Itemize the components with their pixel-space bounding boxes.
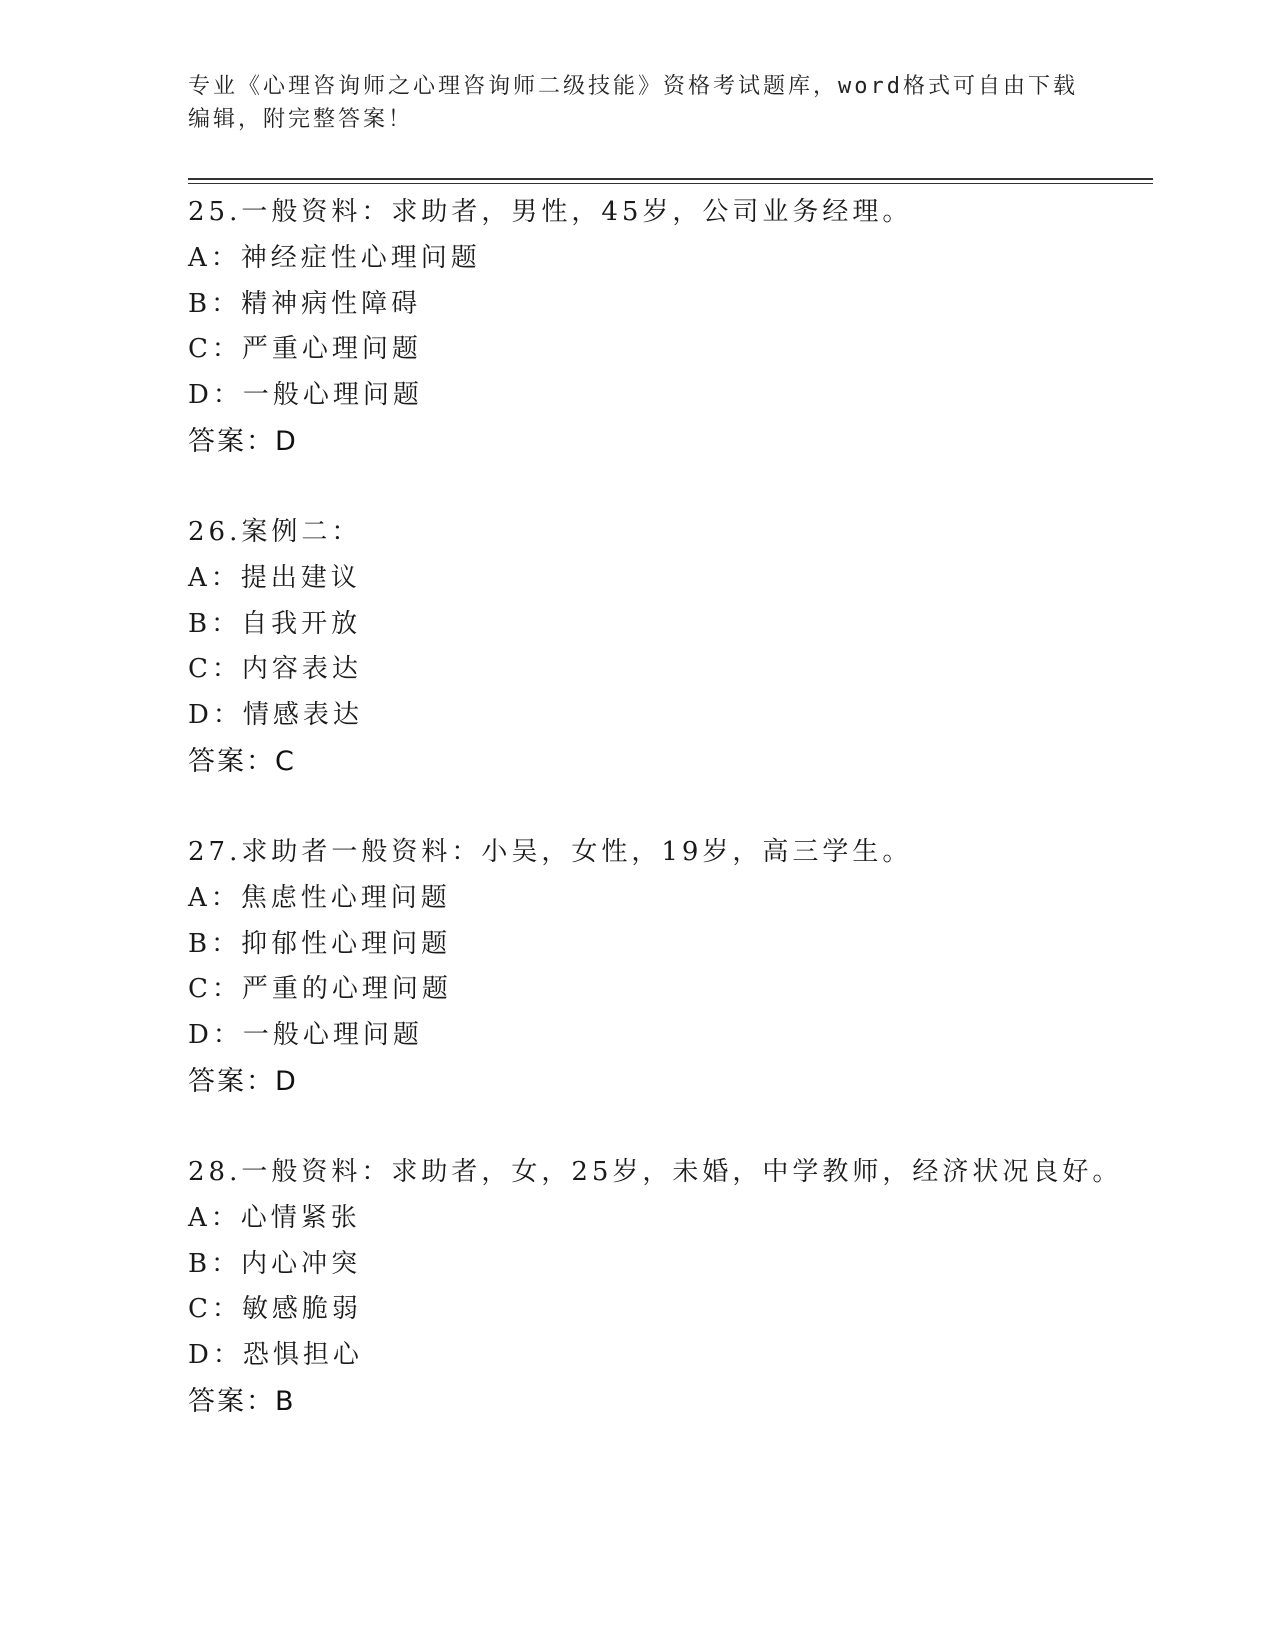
answer-label: 答案：D	[188, 425, 298, 457]
question-stem: 28.一般资料：求助者，女，25岁，未婚，中学教师，经济状况良好。	[188, 1157, 1123, 1187]
header-divider-thin	[188, 183, 1153, 184]
header-line-2: 编辑，附完整答案！	[188, 107, 414, 132]
option-key: B：	[188, 928, 242, 959]
option-key: D：	[188, 1340, 243, 1371]
option-c	[188, 647, 1168, 693]
option-d	[188, 1333, 1168, 1379]
option-key: B：	[188, 1248, 242, 1279]
option-text: 情感表达	[242, 700, 363, 731]
option-text: 一般心理问题	[242, 1020, 423, 1051]
option-c	[188, 1287, 1168, 1333]
option-key: B：	[188, 288, 242, 319]
option-text: 敏感脆弱	[241, 1294, 362, 1325]
option-a	[188, 1196, 1168, 1242]
option-a	[188, 876, 1168, 922]
option-key: A：	[188, 882, 241, 913]
question-28	[188, 1150, 1168, 1470]
option-b	[188, 922, 1168, 968]
option-key: D：	[188, 380, 243, 411]
question-25	[188, 190, 1168, 510]
question-27	[188, 830, 1168, 1150]
option-text: 恐惧担心	[242, 1340, 363, 1371]
option-d	[188, 1013, 1168, 1059]
option-a	[188, 556, 1168, 602]
question-list	[188, 190, 1168, 1470]
option-b	[188, 1242, 1168, 1288]
option-key: C：	[188, 1294, 242, 1325]
option-key: C：	[188, 974, 242, 1005]
answer-label: 答案：D	[188, 1065, 298, 1097]
option-key: D：	[188, 1020, 243, 1051]
header-line-1: 专业《心理咨询师之心理咨询师二级技能》资格考试题库，word格式可自由下载	[188, 74, 1078, 99]
question-26	[188, 510, 1168, 830]
answer-label: 答案：C	[188, 745, 296, 777]
option-text: 严重心理问题	[241, 334, 422, 365]
option-key: A：	[188, 242, 241, 273]
option-key: A：	[188, 562, 241, 593]
option-d	[188, 373, 1168, 419]
option-text: 提出建议	[240, 562, 361, 593]
header-divider-thick	[188, 178, 1153, 180]
option-b	[188, 282, 1168, 328]
option-text: 焦虑性心理问题	[240, 882, 451, 913]
option-c	[188, 327, 1168, 373]
option-key: C：	[188, 334, 242, 365]
option-c	[188, 967, 1168, 1013]
question-stem: 26.案例二：	[188, 517, 362, 547]
option-text: 自我开放	[241, 608, 362, 639]
document-header	[188, 70, 1078, 136]
option-text: 严重的心理问题	[241, 974, 452, 1005]
option-key: C：	[188, 654, 242, 685]
question-stem: 27.求助者一般资料：小吴，女性，19岁，高三学生。	[188, 837, 913, 867]
option-key: A：	[188, 1202, 241, 1233]
option-text: 心情紧张	[240, 1202, 361, 1233]
option-text: 一般心理问题	[242, 380, 423, 411]
answer-label: 答案：B	[188, 1385, 296, 1417]
option-text: 内容表达	[241, 654, 362, 685]
option-text: 内心冲突	[241, 1248, 362, 1279]
option-d	[188, 693, 1168, 739]
question-stem: 25.一般资料：求助者，男性，45岁，公司业务经理。	[188, 197, 913, 227]
option-text: 精神病性障碍	[241, 288, 422, 319]
option-key: D：	[188, 700, 243, 731]
option-text: 抑郁性心理问题	[241, 928, 452, 959]
option-a	[188, 236, 1168, 282]
option-b	[188, 602, 1168, 648]
option-key: B：	[188, 608, 242, 639]
option-text: 神经症性心理问题	[240, 242, 481, 273]
